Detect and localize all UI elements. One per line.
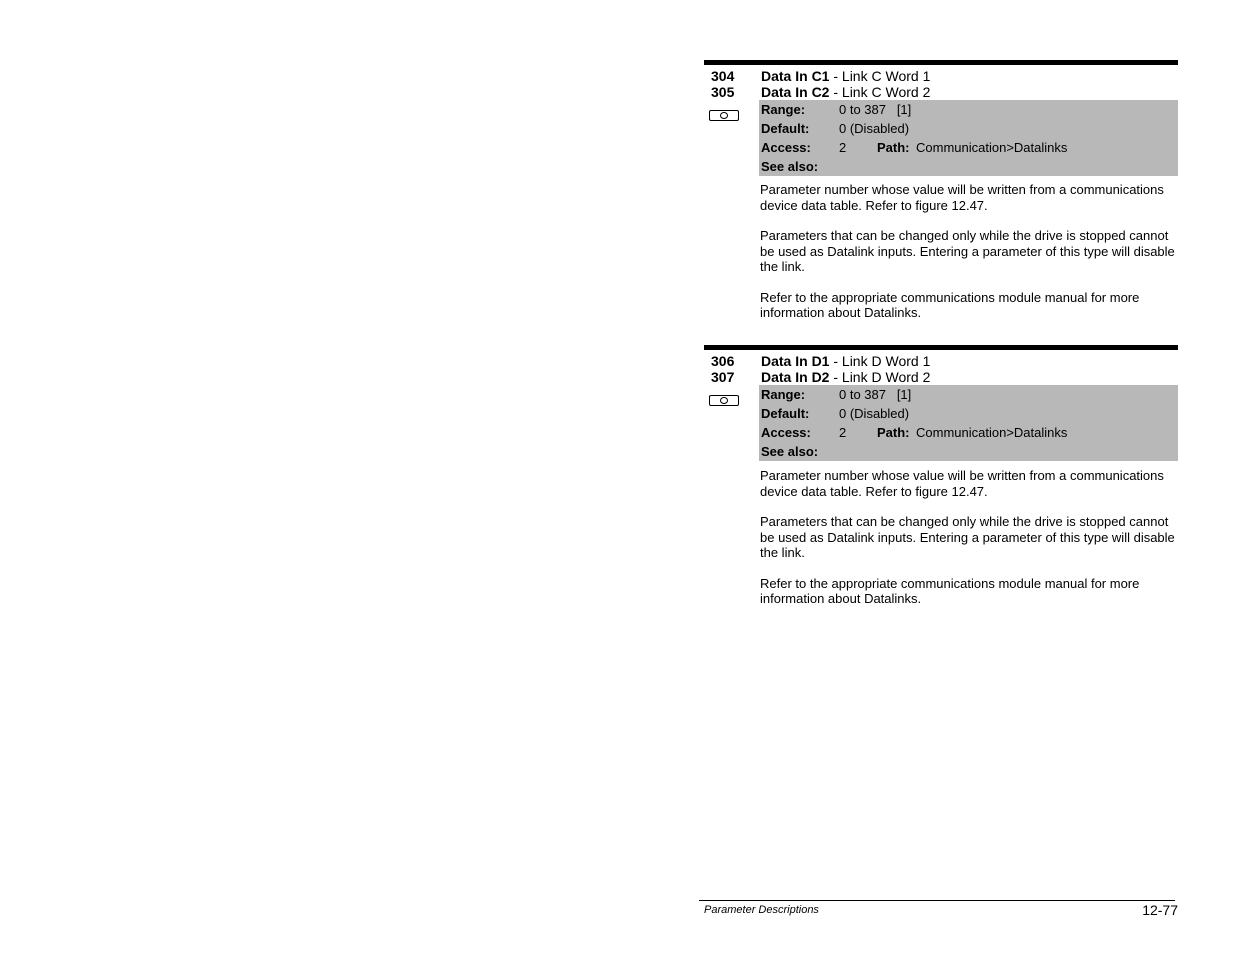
param-description	[760, 182, 1180, 336]
param-number: 306	[711, 353, 735, 369]
range-row: Range: 0 to 387 [1]	[761, 387, 912, 402]
description-paragraph: Parameters that can be changed only while the drive is stopped cannot be used as Datalink inputs. Entering a parameter of this type will disable the link.	[760, 228, 1175, 274]
range-row: Range: 0 to 387 [1]	[761, 102, 912, 117]
footer-section-title: Parameter Descriptions	[704, 904, 819, 916]
param-names	[761, 68, 930, 100]
description-paragraph: Refer to the appropriate communications module manual for more information about Datalinks.	[760, 289, 1140, 320]
param-title-row	[704, 350, 1178, 384]
description-paragraph: Parameter number whose value will be written from a communications device data table. Refer to figure 12.47.	[760, 468, 1164, 499]
param-name: Data In D1 - Link D Word 1	[761, 353, 931, 369]
param-number: 307	[711, 369, 735, 385]
param-numbers	[711, 353, 734, 385]
param-name: Data In D2 - Link D Word 2	[761, 369, 931, 385]
param-number: 304	[711, 68, 735, 84]
see-also-row: See also:	[761, 444, 819, 459]
access-row: Access: 2 Path: Communication>Datalinks	[761, 140, 1068, 155]
footer-rule	[699, 900, 1175, 901]
param-number: 305	[711, 84, 735, 100]
param-name: Data In C2 - Link C Word 2	[761, 84, 931, 100]
read-only-icon	[709, 110, 739, 121]
param-name: Data In C1 - Link C Word 1	[761, 68, 931, 84]
param-numbers	[711, 68, 734, 100]
param-title-row	[704, 65, 1178, 99]
param-block-304-305	[704, 60, 1178, 320]
param-description	[760, 468, 1180, 622]
read-only-icon	[709, 395, 739, 406]
access-row: Access: 2 Path: Communication>Datalinks	[761, 425, 1068, 440]
page-number: 12-77	[1142, 902, 1178, 918]
default-row: Default: 0 (Disabled)	[761, 406, 910, 421]
param-block-306-307	[704, 345, 1178, 606]
param-names	[761, 353, 930, 385]
param-info-box	[759, 385, 1178, 461]
see-also-row: See also:	[761, 159, 819, 174]
default-row: Default: 0 (Disabled)	[761, 121, 910, 136]
description-paragraph: Parameter number whose value will be written from a communications device data table. Refer to figure 12.47.	[760, 182, 1164, 213]
description-paragraph: Parameters that can be changed only while the drive is stopped cannot be used as Datalink inputs. Entering a parameter of this type will disable the link.	[760, 514, 1175, 560]
param-info-box	[759, 100, 1178, 176]
description-paragraph: Refer to the appropriate communications module manual for more information about Datalinks.	[760, 575, 1140, 606]
